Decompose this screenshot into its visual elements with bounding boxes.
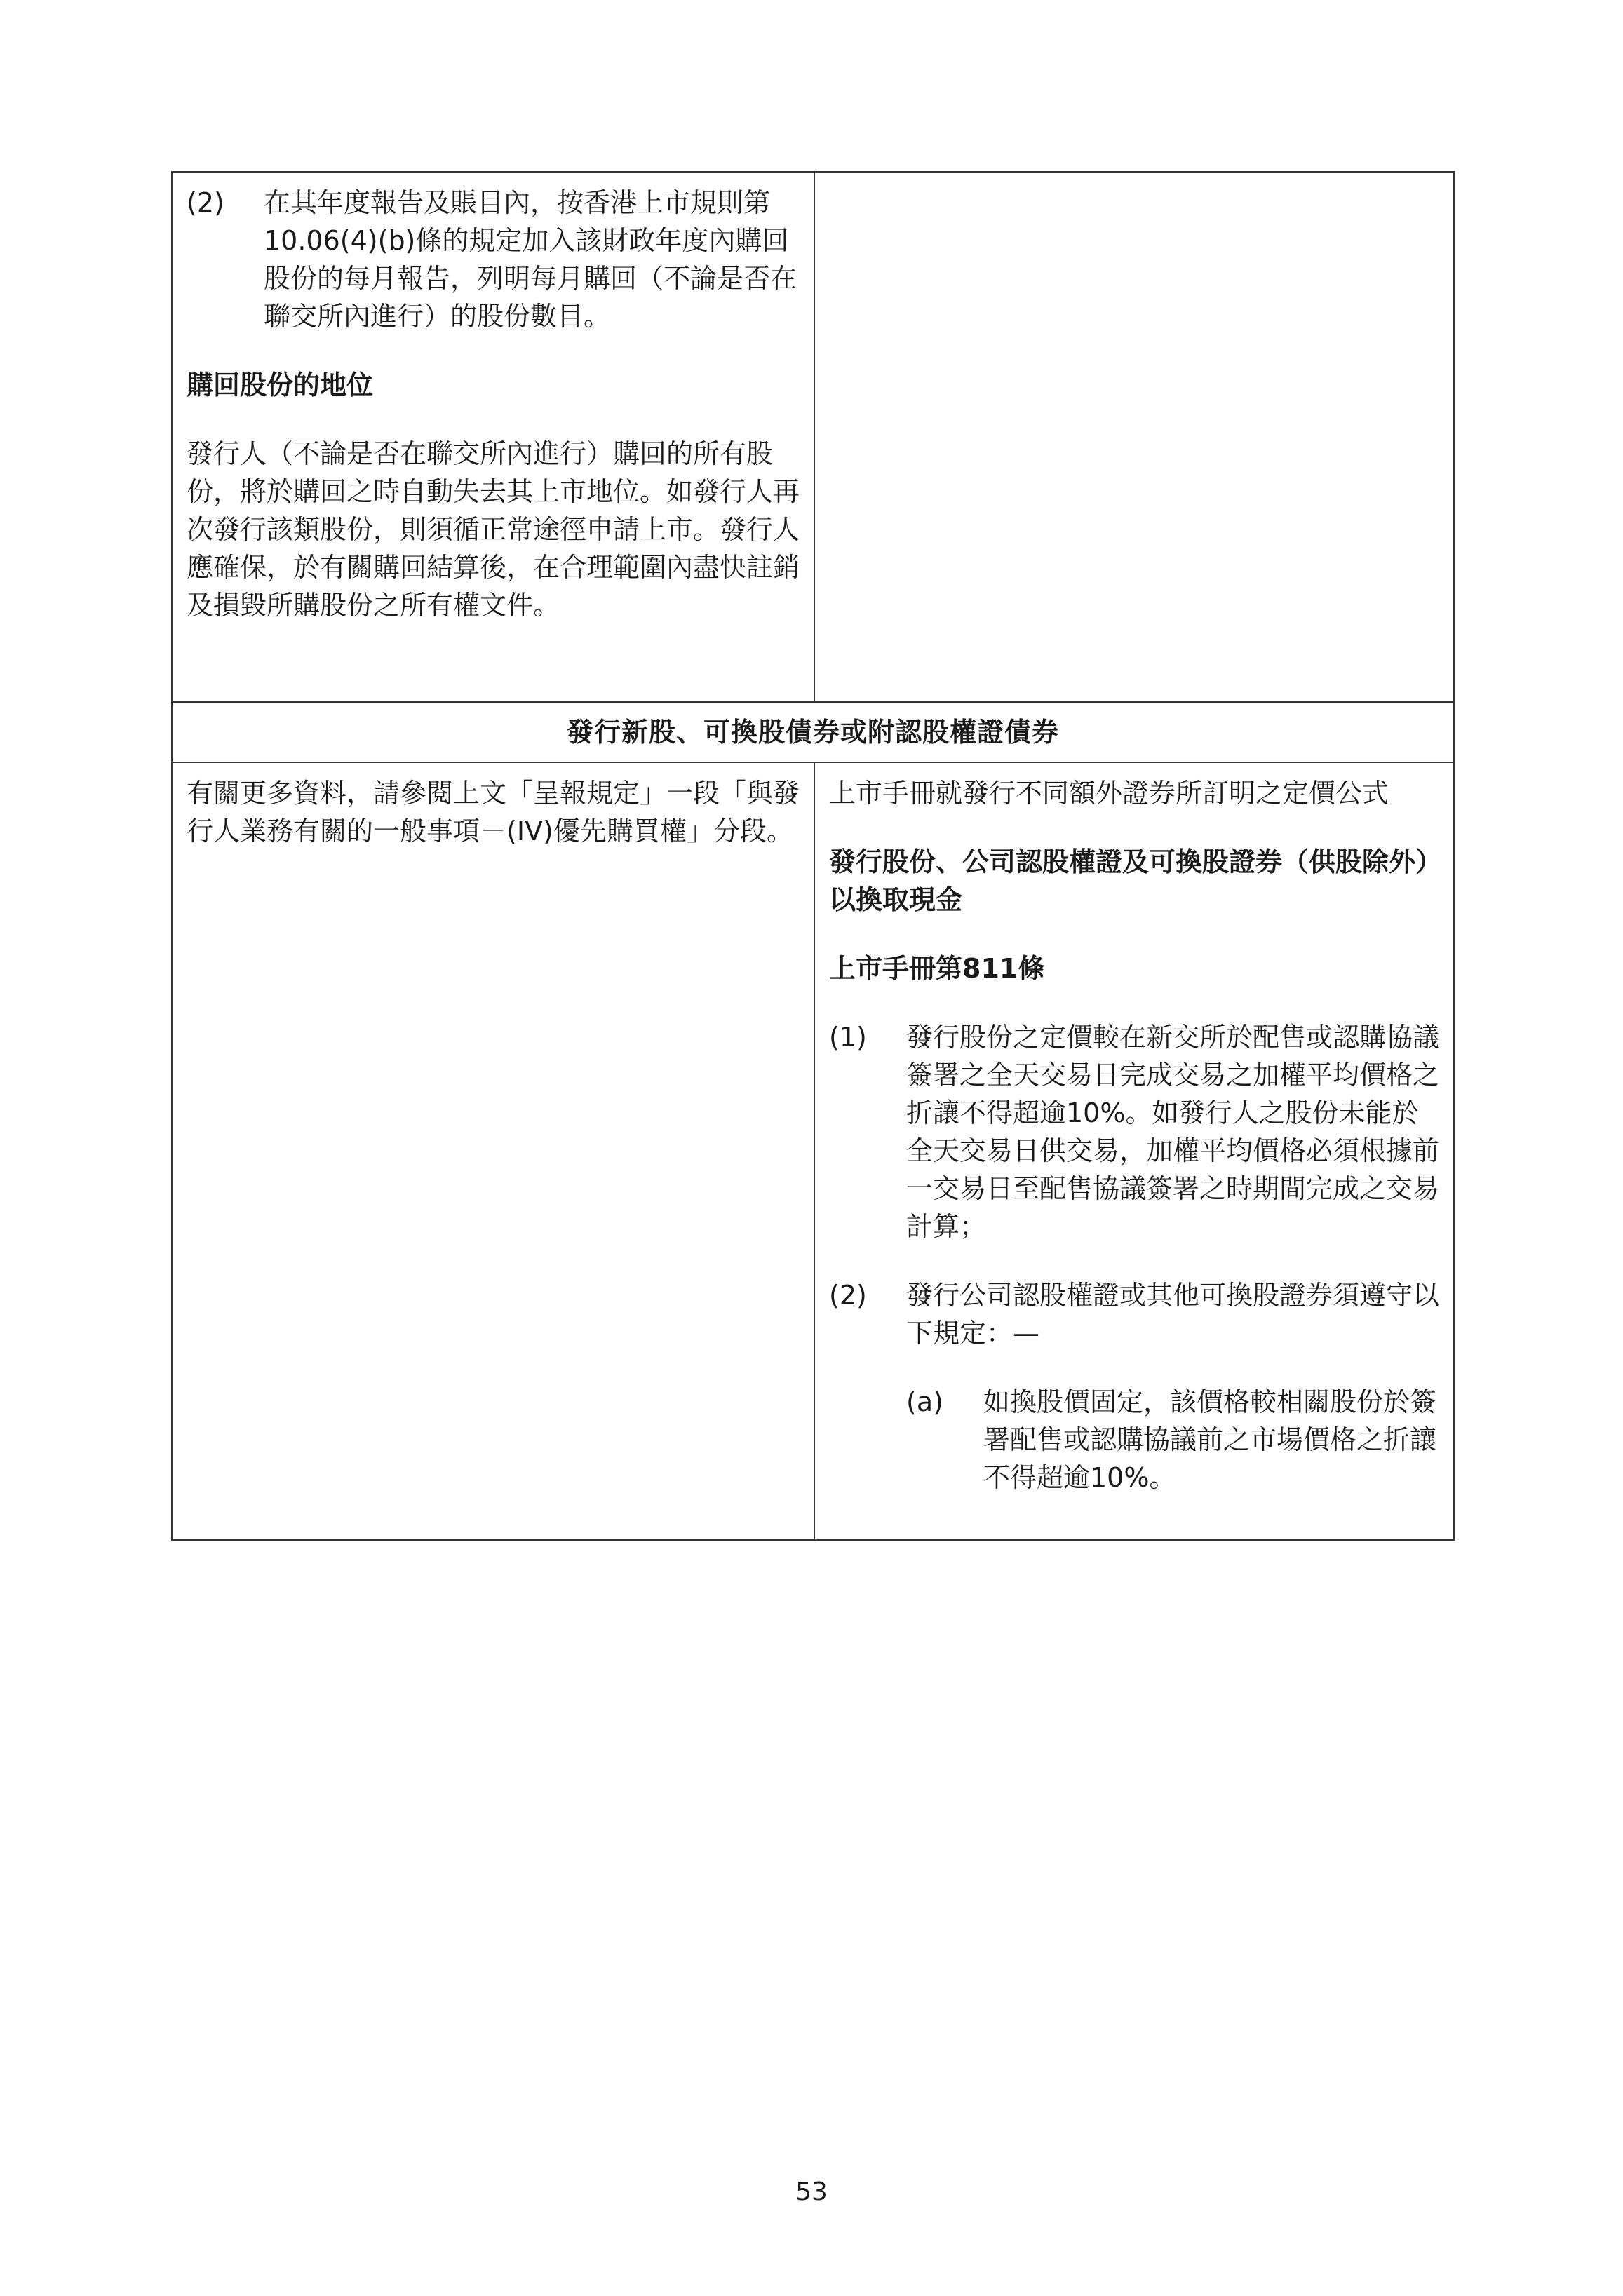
rule-reference-heading: 上市手冊第811條 xyxy=(829,953,1045,984)
list-item xyxy=(829,1276,1439,1352)
list-item-number: (2) xyxy=(829,1280,867,1311)
list-item-number: (1) xyxy=(829,1022,867,1053)
table-cell-right xyxy=(814,762,1454,1540)
list-item-number: (2) xyxy=(187,187,224,218)
table-row xyxy=(172,172,1454,702)
list-item-text: 發行公司認股權證或其他可換股證券須遵守以下規定：— xyxy=(906,1280,1440,1349)
table-cell-left xyxy=(172,172,814,702)
table-row-header xyxy=(172,702,1454,762)
list-item-text: 在其年度報告及賬目內，按香港上市規則第10.06(4)(b)條的規定加入該財政年度內購回股份的每月報告，列明每月購回（不論是否在聯交所內進行）的股份數目。 xyxy=(264,187,797,332)
section-heading: 購回股份的地位 xyxy=(187,370,374,400)
paragraph: 有關更多資料，請參閱上文「呈報規定」一段「與發行人業務有關的一般事項－(IV)優先購買權」分段。 xyxy=(187,778,800,846)
list-item xyxy=(829,1018,1439,1245)
table-cell-left xyxy=(172,762,814,1540)
sub-list-item-text: 如換股價固定，該價格較相關股份於簽署配售或認購協議前之市場價格之折讓不得超逾10%。 xyxy=(983,1386,1437,1493)
paragraph-intro: 上市手冊就發行不同額外證券所訂明之定價公式 xyxy=(829,778,1389,809)
regulation-comparison-table xyxy=(171,171,1455,1541)
sub-list-item-number: (a) xyxy=(906,1386,943,1417)
page-number: 53 xyxy=(795,2177,828,2206)
paragraph: 發行人（不論是否在聯交所內進行）購回的所有股份，將於購回之時自動失去其上市地位。如發行人再次發行該類股份，則須循正常途徑申請上市。發行人應確保，於有關購回結算後，在合理範圍內盡快註銷及損毀所購股份之所有權文件。 xyxy=(187,438,800,621)
section-heading: 發行股份、公司認股權證及可換股證券（供股除外）以換取現金 xyxy=(829,846,1429,915)
table-cell-right-empty xyxy=(814,172,1454,702)
list-item-text: 發行股份之定價較在新交所於配售或認購協議簽署之全天交易日完成交易之加權平均價格之折讓不得超逾10%。如發行人之股份未能於全天交易日供交易，加權平均價格必須根據前一交易日至配售協議簽署之時期間完成之交易計算； xyxy=(906,1022,1440,1242)
list-item xyxy=(187,184,800,335)
section-header: 發行新股、可換股債券或附認股權證債券 xyxy=(172,702,1454,762)
sub-list-item xyxy=(906,1383,1439,1497)
table-row xyxy=(172,762,1454,1540)
